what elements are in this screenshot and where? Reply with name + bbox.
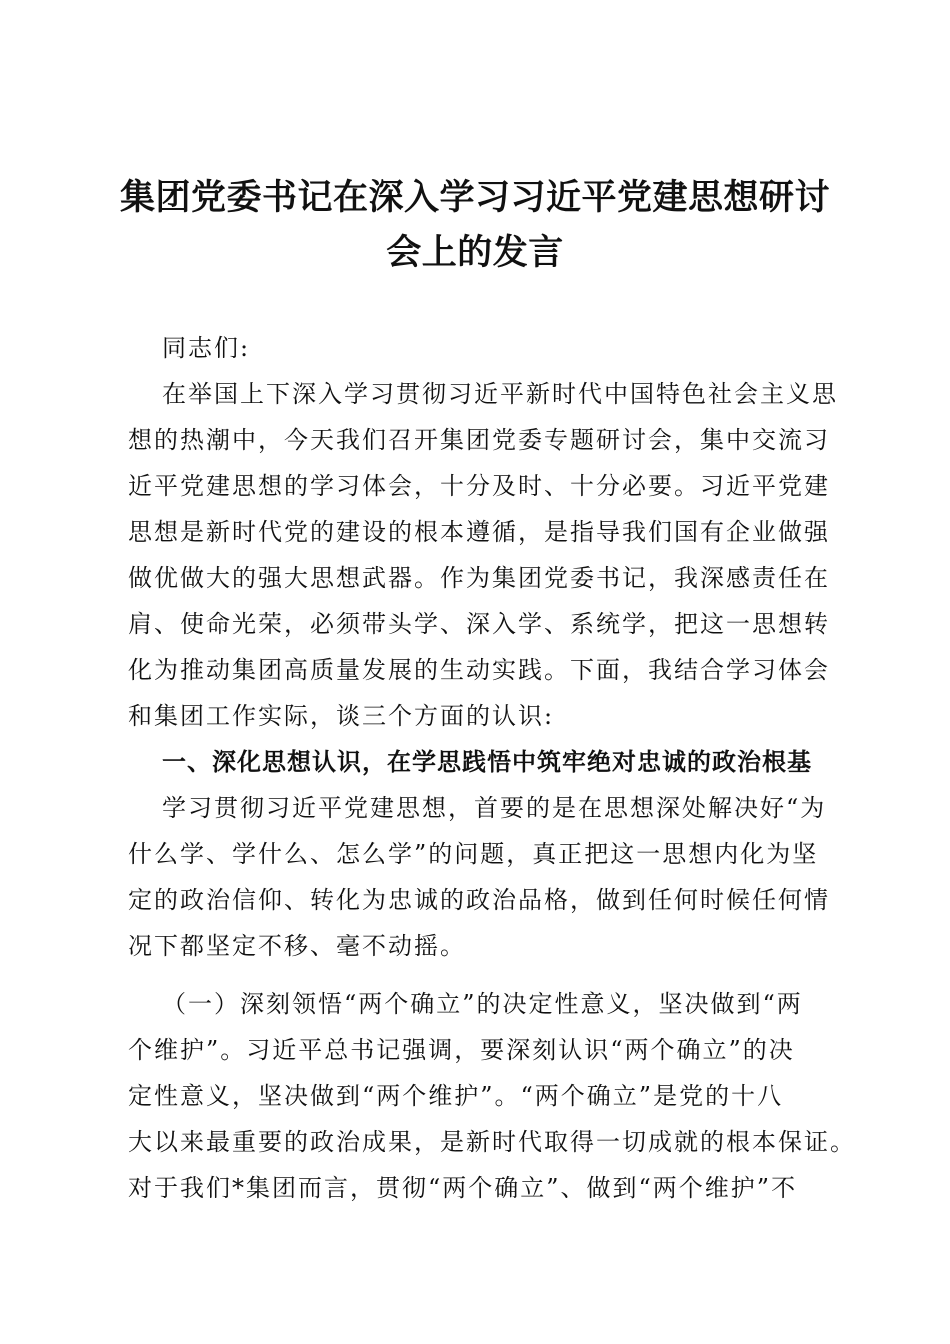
section-paragraph-line: 什么学、学什么、怎么学”的问题，真正把这一思想内化为坚: [128, 840, 819, 868]
title-line-1: 集团党委书记在深入学习习近平党建思想研讨: [119, 177, 830, 218]
subsection-line: 定性意义，坚决做到“两个维护”。“两个确立”是党的十八: [128, 1082, 784, 1110]
intro-line: 在举国上下深入学习贯彻习近平新时代中国特色社会主义思: [162, 380, 838, 408]
section-paragraph-line: 定的政治信仰、转化为忠诚的政治品格，做到任何时候任何情: [128, 886, 830, 914]
intro-line: 和集团工作实际，谈三个方面的认识:: [128, 702, 555, 730]
paragraph-gap: [128, 969, 840, 981]
salutation: 同志们:: [162, 334, 251, 362]
document-title: [100, 170, 850, 280]
section-heading: 一、深化思想认识，在学思践悟中筑牢绝对忠诚的政治根基: [162, 748, 812, 776]
subsection-line: （一）深刻领悟“两个确立”的决定性意义，坚决做到“两: [162, 990, 803, 1018]
subsection-line: 对于我们*集团而言，贯彻“两个确立”、做到“两个维护”不: [128, 1174, 798, 1202]
intro-line: 思想是新时代党的建设的根本遵循，是指导我们国有企业做强: [128, 518, 830, 546]
intro-line: 想的热潮中，今天我们召开集团党委专题研讨会，集中交流习: [128, 426, 830, 454]
section-paragraph-line: 况下都坚定不移、毫不动摇。: [128, 932, 466, 960]
subsection-line: 大以来最重要的政治成果，是新时代取得一切成就的根本保证。: [128, 1128, 856, 1156]
section-paragraph-line: 学习贯彻习近平党建思想，首要的是在思想深处解决好“为: [162, 794, 827, 822]
intro-line: 做优做大的强大思想武器。作为集团党委书记，我深感责任在: [128, 564, 830, 592]
subsection-line: 个维护”。习近平总书记强调，要深刻认识“两个确立”的决: [128, 1036, 795, 1064]
intro-line: 化为推动集团高质量发展的生动实践。下面，我结合学习体会: [128, 656, 830, 684]
intro-line: 肩、使命光荣，必须带头学、深入学、系统学，把这一思想转: [128, 610, 830, 638]
intro-line: 近平党建思想的学习体会，十分及时、十分必要。习近平党建: [128, 472, 830, 500]
document-body: [128, 325, 856, 1211]
title-line-2: 会上的发言: [386, 232, 564, 273]
